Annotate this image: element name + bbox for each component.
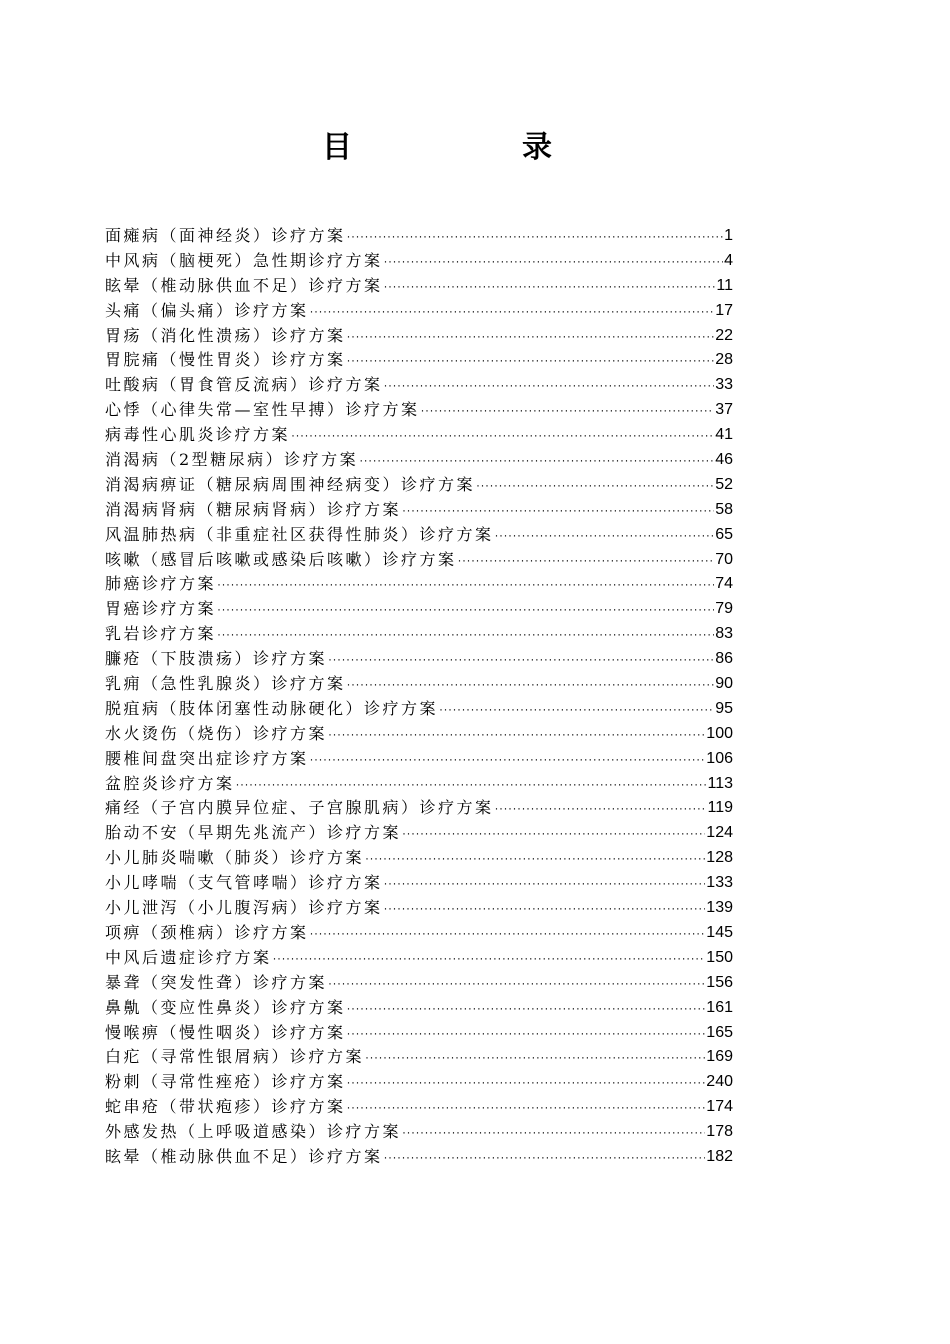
toc-entry-page: 83 xyxy=(715,625,733,643)
dot-leader xyxy=(328,722,705,747)
dot-leader xyxy=(495,796,707,821)
toc-entry-title: 中风病（脑梗死）急性期诊疗方案 xyxy=(105,250,383,270)
dot-leader xyxy=(421,398,715,423)
toc-entry-page: 46 xyxy=(715,451,733,469)
toc-entry-title: 消渴病肾病（糖尿病肾病）诊疗方案 xyxy=(105,499,402,519)
toc-entry[interactable] xyxy=(105,846,733,871)
toc-entry-title: 慢喉痹（慢性咽炎）诊疗方案 xyxy=(105,1022,346,1042)
toc-entry-title: 面瘫病（面神经炎）诊疗方案 xyxy=(105,226,346,245)
toc-entry[interactable] xyxy=(105,672,733,697)
dot-leader xyxy=(328,971,705,996)
toc-entry[interactable] xyxy=(105,299,733,324)
toc-entry[interactable] xyxy=(105,348,733,373)
toc-entry[interactable] xyxy=(105,1145,733,1170)
toc-entry[interactable] xyxy=(105,747,733,772)
toc-entry-title: 风温肺热病（非重症社区获得性肺炎）诊疗方案 xyxy=(105,524,494,544)
dot-leader xyxy=(347,672,715,697)
toc-entry-page: 1 xyxy=(724,227,733,244)
toc-entry-page: 37 xyxy=(715,401,733,419)
toc-entry-page: 4 xyxy=(724,251,733,269)
toc-entry-page: 113 xyxy=(707,774,733,792)
dot-leader xyxy=(458,548,715,573)
dot-leader xyxy=(402,498,714,523)
toc-entry-title: 鼻鼽（变应性鼻炎）诊疗方案 xyxy=(105,997,346,1017)
toc-entry-page: 128 xyxy=(706,849,733,867)
dot-leader xyxy=(310,921,706,946)
toc-entry-title: 乳岩诊疗方案 xyxy=(105,624,217,644)
toc-entry[interactable] xyxy=(105,398,733,423)
toc-entry-title: 心悸（心律失常—室性早搏）诊疗方案 xyxy=(105,400,420,420)
toc-entry-title: 乳痈（急性乳腺炎）诊疗方案 xyxy=(105,674,346,694)
toc-entry[interactable] xyxy=(105,324,733,349)
toc-entry-title: 盆腔炎诊疗方案 xyxy=(105,773,235,793)
toc-entry[interactable] xyxy=(105,697,733,722)
toc-entry-page: 106 xyxy=(706,749,733,767)
toc-entry[interactable] xyxy=(105,274,733,299)
toc-entry-page: 240 xyxy=(706,1073,733,1091)
dot-leader xyxy=(384,1145,706,1170)
toc-entry-page: 95 xyxy=(715,699,733,717)
toc-entry-page: 174 xyxy=(706,1098,733,1116)
toc-entry-page: 79 xyxy=(715,600,733,618)
toc-entry-page: 156 xyxy=(706,973,733,991)
toc-entry-page: 145 xyxy=(706,923,733,941)
dot-leader xyxy=(347,1070,706,1095)
toc-entry-title: 小儿泄泻（小儿腹泻病）诊疗方案 xyxy=(105,898,383,918)
toc-entry[interactable] xyxy=(105,373,733,398)
toc-entry-title: 臁疮（下肢溃疡）诊疗方案 xyxy=(105,649,328,669)
toc-entry-page: 150 xyxy=(706,948,733,966)
dot-leader xyxy=(384,871,706,896)
table-of-contents xyxy=(105,224,733,1170)
toc-entry-title: 项痹（颈椎病）诊疗方案 xyxy=(105,922,309,942)
dot-leader xyxy=(476,473,714,498)
toc-entry-page: 22 xyxy=(715,326,733,344)
toc-entry-title: 蛇串疮（带状疱疹）诊疗方案 xyxy=(105,1097,346,1117)
toc-entry-title: 眩晕（椎动脉供血不足）诊疗方案 xyxy=(105,1146,383,1166)
dot-leader xyxy=(384,896,706,921)
toc-entry[interactable] xyxy=(105,423,733,448)
toc-entry[interactable] xyxy=(105,249,733,274)
toc-entry-title: 小儿哮喘（支气管哮喘）诊疗方案 xyxy=(105,873,383,893)
toc-entry-page: 65 xyxy=(715,525,733,543)
toc-entry[interactable] xyxy=(105,1070,733,1095)
toc-entry[interactable] xyxy=(105,1045,733,1070)
toc-entry-page: 165 xyxy=(706,1023,733,1041)
toc-entry[interactable] xyxy=(105,946,733,971)
toc-entry[interactable] xyxy=(105,722,733,747)
toc-entry-page: 178 xyxy=(706,1123,733,1141)
toc-entry[interactable] xyxy=(105,473,733,498)
toc-entry-page: 41 xyxy=(715,426,733,444)
toc-entry-title: 胃脘痛（慢性胃炎）诊疗方案 xyxy=(105,350,346,370)
toc-entry[interactable] xyxy=(105,448,733,473)
dot-leader xyxy=(384,373,715,398)
toc-entry-title: 吐酸病（胃食管反流病）诊疗方案 xyxy=(105,375,383,395)
toc-entry-page: 133 xyxy=(706,874,733,892)
dot-leader xyxy=(402,821,705,846)
toc-entry-title: 胃疡（消化性溃疡）诊疗方案 xyxy=(105,325,346,345)
toc-entry-title: 腰椎间盘突出症诊疗方案 xyxy=(105,748,309,768)
toc-entry-title: 白疕（寻常性银屑病）诊疗方案 xyxy=(105,1047,365,1067)
toc-entry-title: 病毒性心肌炎诊疗方案 xyxy=(105,425,291,445)
toc-entry-title: 痛经（子宫内膜异位症、子宫腺肌病）诊疗方案 xyxy=(105,798,494,818)
dot-leader xyxy=(347,996,706,1021)
toc-entry-title: 脱疽病（肢体闭塞性动脉硬化）诊疗方案 xyxy=(105,698,439,718)
dot-leader xyxy=(217,622,714,647)
toc-entry[interactable] xyxy=(105,523,733,548)
dot-leader xyxy=(273,946,706,971)
toc-entry-page: 100 xyxy=(706,724,733,742)
toc-entry-page: 70 xyxy=(715,550,733,568)
toc-entry[interactable] xyxy=(105,572,733,597)
dot-leader xyxy=(365,1045,705,1070)
toc-entry-title: 水火烫伤（烧伤）诊疗方案 xyxy=(105,723,328,743)
dot-leader xyxy=(310,747,706,772)
toc-entry[interactable] xyxy=(105,1021,733,1046)
toc-entry[interactable] xyxy=(105,921,733,946)
toc-entry-page: 182 xyxy=(706,1147,733,1165)
toc-entry-title: 暴聋（突发性聋）诊疗方案 xyxy=(105,972,328,992)
toc-entry[interactable] xyxy=(105,1120,733,1145)
toc-entry[interactable] xyxy=(105,622,733,647)
toc-entry-title: 小儿肺炎喘嗽（肺炎）诊疗方案 xyxy=(105,848,365,868)
dot-leader xyxy=(347,348,715,373)
toc-entry-title: 粉刺（寻常性痤疮）诊疗方案 xyxy=(105,1072,346,1092)
toc-entry[interactable] xyxy=(105,871,733,896)
toc-entry[interactable] xyxy=(105,224,733,249)
dot-leader xyxy=(291,423,714,448)
dot-leader xyxy=(328,647,714,672)
toc-entry-title: 消渴病痹证（糖尿病周围神经病变）诊疗方案 xyxy=(105,474,476,494)
dot-leader xyxy=(217,572,714,597)
dot-leader xyxy=(495,523,715,548)
toc-entry-page: 58 xyxy=(715,500,733,518)
dot-leader xyxy=(384,249,724,274)
dot-leader xyxy=(347,324,715,349)
dot-leader xyxy=(439,697,714,722)
toc-entry-page: 74 xyxy=(715,575,733,593)
toc-entry-title: 眩晕（椎动脉供血不足）诊疗方案 xyxy=(105,275,383,295)
dot-leader xyxy=(310,299,715,324)
toc-entry[interactable] xyxy=(105,821,733,846)
toc-entry-page: 90 xyxy=(715,675,733,693)
toc-entry-page: 11 xyxy=(716,276,733,294)
dot-leader xyxy=(359,448,714,473)
toc-entry-page: 28 xyxy=(715,351,733,369)
toc-entry[interactable] xyxy=(105,647,733,672)
toc-entry[interactable] xyxy=(105,796,733,821)
dot-leader xyxy=(402,1120,705,1145)
toc-entry[interactable] xyxy=(105,971,733,996)
toc-entry-page: 33 xyxy=(715,376,733,394)
dot-leader xyxy=(236,772,707,797)
toc-entry-page: 86 xyxy=(715,650,733,668)
page-title: 目 录 xyxy=(322,130,622,165)
toc-entry-page: 52 xyxy=(715,475,733,493)
toc-entry[interactable] xyxy=(105,548,733,573)
toc-entry-page: 139 xyxy=(706,899,733,917)
toc-entry-title: 咳嗽（感冒后咳嗽或感染后咳嗽）诊疗方案 xyxy=(105,549,457,569)
toc-entry-title: 消渴病（2型糖尿病）诊疗方案 xyxy=(105,450,359,470)
toc-entry-title: 肺癌诊疗方案 xyxy=(105,574,217,594)
dot-leader xyxy=(347,1095,706,1120)
toc-entry-title: 头痛（偏头痛）诊疗方案 xyxy=(105,300,309,320)
toc-entry[interactable] xyxy=(105,772,733,797)
toc-entry-page: 124 xyxy=(706,824,733,842)
toc-entry-title: 外感发热（上呼吸道感染）诊疗方案 xyxy=(105,1122,402,1142)
toc-entry-page: 161 xyxy=(706,998,733,1016)
toc-entry[interactable] xyxy=(105,896,733,921)
toc-entry[interactable] xyxy=(105,996,733,1021)
dot-leader xyxy=(347,1021,706,1046)
toc-entry-page: 17 xyxy=(715,301,733,319)
toc-entry[interactable] xyxy=(105,1095,733,1120)
toc-entry[interactable] xyxy=(105,597,733,622)
toc-entry[interactable] xyxy=(105,498,733,523)
toc-entry-page: 169 xyxy=(706,1048,733,1066)
toc-entry-title: 中风后遗症诊疗方案 xyxy=(105,947,272,967)
toc-entry-title: 胃癌诊疗方案 xyxy=(105,599,217,619)
dot-leader xyxy=(365,846,705,871)
dot-leader xyxy=(217,597,714,622)
dot-leader xyxy=(347,224,724,249)
toc-entry-page: 119 xyxy=(707,799,733,817)
toc-entry-title: 胎动不安（早期先兆流产）诊疗方案 xyxy=(105,823,402,843)
dot-leader xyxy=(384,274,716,299)
